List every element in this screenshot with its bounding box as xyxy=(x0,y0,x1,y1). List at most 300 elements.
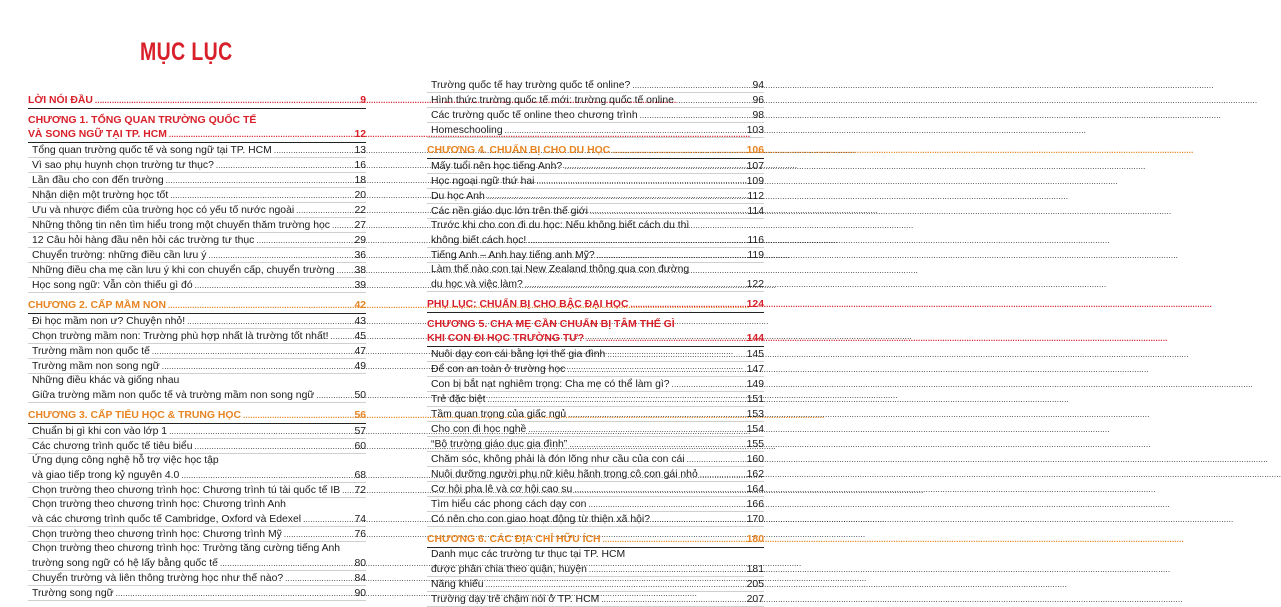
toc-row xyxy=(431,497,764,511)
toc-entry-title: KHI CON ĐI HỌC TRƯỜNG TƯ? xyxy=(427,333,585,344)
toc-entry-title: được phân chia theo quận, huyện xyxy=(431,564,587,575)
toc-entry-title: Có nên cho con giao hoạt động từ thiện xã hội? xyxy=(431,514,650,525)
toc-entry-title: trường song ngữ có hệ lấy bằng quốc tế xyxy=(32,558,218,569)
dot-leader xyxy=(487,396,744,404)
toc-page-number: 80 xyxy=(354,558,366,569)
toc-entry-title: Học song ngữ: Vẫn còn thiếu gì đó xyxy=(32,280,193,291)
toc-page-number: 114 xyxy=(747,206,764,217)
dot-leader xyxy=(632,82,750,90)
toc-row xyxy=(431,592,764,606)
toc-entry-title: Chọn trường mầm non: Trường phù hợp nhất là trường tốt nhất! xyxy=(32,331,329,342)
toc-page-number: 90 xyxy=(354,588,366,599)
toc-entry-title: Chọn trường theo chương trình học: Chương trình Mỹ xyxy=(32,529,282,540)
chapter-heading[interactable] xyxy=(28,407,366,423)
toc-entry-title: Các nền giáo dục lớn trên thế giới xyxy=(431,206,588,217)
dot-leader xyxy=(676,97,751,105)
dot-leader xyxy=(342,487,352,495)
chapter-heading-line: CHƯƠNG 5. CHA MẸ CẦN CHUẨN BỊ TÂM THẾ GÌ xyxy=(427,318,675,330)
toc-entry-title: Những điều cha mẹ cần lưu ý khi con chuyển cấp, chuyển trường xyxy=(32,265,335,276)
toc-entry[interactable] xyxy=(28,314,366,328)
dot-leader xyxy=(284,531,353,539)
toc-row xyxy=(431,437,764,451)
dot-leader xyxy=(528,237,745,245)
toc-entry-title: Trường dạy trẻ chậm nói ở TP. HCM xyxy=(431,594,600,605)
toc-page-number: 56 xyxy=(354,410,366,421)
toc-entry-line: Trước khi cho con đi du học: Nếu không biết cách du thì xyxy=(431,220,690,231)
toc-row xyxy=(431,422,764,436)
dot-leader xyxy=(652,516,745,524)
toc-entry[interactable] xyxy=(427,392,764,406)
toc-row xyxy=(431,189,764,203)
dot-leader xyxy=(274,147,353,155)
toc-entry[interactable] xyxy=(28,329,366,343)
toc-page-number: 47 xyxy=(354,346,366,357)
toc-entry[interactable] xyxy=(28,158,366,172)
toc-page-number: 162 xyxy=(746,469,764,480)
dot-leader xyxy=(195,282,353,290)
toc-page-number: 36 xyxy=(354,250,366,261)
toc-entry-title: Chuẩn bị gì khi con vào lớp 1 xyxy=(32,426,168,437)
toc-entry-title: CHƯƠNG 6. CÁC ĐỊA CHỈ HỮU ÍCH xyxy=(427,534,601,545)
toc-page-number: 164 xyxy=(746,484,764,495)
toc-entry[interactable] xyxy=(427,174,764,188)
toc-entry-title: CHƯƠNG 3. CẤP TIỂU HỌC & TRUNG HỌC xyxy=(28,410,241,421)
toc-entry-title: Mấy tuổi nên học tiếng Anh? xyxy=(431,161,563,172)
toc-entry-title: Chăm sóc, không phải là đón lõng như cầu của con cái xyxy=(431,454,685,465)
toc-row xyxy=(431,174,764,188)
toc-page-number: 29 xyxy=(354,235,366,246)
toc-row xyxy=(28,127,366,141)
dot-leader xyxy=(216,162,353,170)
toc-entry[interactable] xyxy=(28,571,366,585)
toc-entry[interactable] xyxy=(28,586,366,600)
dot-leader xyxy=(486,581,745,589)
toc-entry-title: Tiếng Anh – Anh hay tiếng anh Mỹ? xyxy=(431,250,595,261)
toc-row xyxy=(28,93,366,107)
toc-entry[interactable] xyxy=(427,93,764,107)
toc-entry[interactable] xyxy=(427,159,764,173)
toc-entry[interactable] xyxy=(427,362,764,376)
dot-leader xyxy=(168,302,352,310)
chapter-heading[interactable] xyxy=(28,92,366,108)
toc-entry-title: Nhận diện một trường học tốt xyxy=(32,190,169,201)
chapter-heading-line: CHƯƠNG 1. TỔNG QUAN TRƯỜNG QUỐC TẾ xyxy=(28,114,257,126)
toc-page-number: 76 xyxy=(354,529,366,540)
toc-page-number: 166 xyxy=(746,499,764,510)
toc-entry[interactable] xyxy=(28,483,366,497)
toc-row xyxy=(431,277,764,291)
toc-page-number: 16 xyxy=(354,160,366,171)
toc-row xyxy=(32,203,366,217)
dot-leader xyxy=(195,443,353,451)
toc-entry[interactable] xyxy=(427,482,764,496)
dot-leader xyxy=(166,177,353,185)
toc-entry-title: Nuôi dạy con cái bằng lợi thế gia đình xyxy=(431,349,606,360)
toc-entry-title: Chọn trường theo chương trình học: Chương trình tú tài quốc tế IB xyxy=(32,485,341,496)
toc-page-number: 84 xyxy=(354,573,366,584)
toc-entry[interactable] xyxy=(427,189,764,203)
toc-page-number: 22 xyxy=(354,205,366,216)
toc-row xyxy=(431,392,764,406)
toc-entry[interactable] xyxy=(28,556,366,570)
toc-page-number: 170 xyxy=(746,514,764,525)
toc-entry-title: Du học Anh xyxy=(431,191,485,202)
dot-leader xyxy=(95,97,358,105)
chapter-heading[interactable] xyxy=(427,142,764,158)
toc-row xyxy=(431,204,764,218)
toc-row xyxy=(32,248,366,262)
toc-entry[interactable] xyxy=(28,248,366,262)
toc-row xyxy=(431,452,764,466)
divider xyxy=(427,526,764,527)
divider xyxy=(427,291,764,292)
toc-row xyxy=(431,377,764,391)
toc-page-number: 155 xyxy=(746,439,764,450)
dot-leader xyxy=(588,501,744,509)
toc-entry[interactable] xyxy=(427,108,764,122)
toc-row xyxy=(427,143,764,157)
toc-page-number: 207 xyxy=(746,594,764,605)
toc-entry-title: Lần đầu cho con đến trường xyxy=(32,175,164,186)
toc-page-number: 119 xyxy=(747,250,764,261)
toc-row xyxy=(32,173,366,187)
toc-page-number: 144 xyxy=(746,333,764,344)
toc-entry-title: Tìm hiểu các phong cách dạy con xyxy=(431,499,587,510)
toc-row xyxy=(431,108,764,122)
toc-entry-title: Con bị bắt nạt nghiêm trọng: Cha mẹ có thể làm gì? xyxy=(431,379,670,390)
toc-row xyxy=(431,512,764,526)
toc-entry-title: Năng khiếu xyxy=(431,579,484,590)
toc-row xyxy=(32,158,366,172)
toc-entry-title: Trường song ngữ xyxy=(32,588,114,599)
toc-page-number: 149 xyxy=(746,379,764,390)
toc-entry[interactable] xyxy=(427,78,764,92)
toc-page-number: 12 xyxy=(354,129,366,140)
chapter-heading[interactable] xyxy=(28,297,366,313)
toc-entry[interactable] xyxy=(427,467,764,481)
toc-page-number: 106 xyxy=(746,145,764,156)
toc-entry[interactable] xyxy=(28,203,366,217)
toc-row xyxy=(32,263,366,277)
dot-leader xyxy=(528,426,744,434)
toc-row xyxy=(431,233,764,247)
toc-entry-title: 12 Câu hỏi hàng đầu nên hỏi các trường tư thục xyxy=(32,235,255,246)
toc-page-number: 20 xyxy=(354,190,366,201)
toc-entry[interactable] xyxy=(28,233,366,247)
toc-entry-title: Cho con đi học nghề xyxy=(431,424,527,435)
dot-leader xyxy=(601,596,744,604)
dot-leader xyxy=(243,412,352,420)
toc-page-number: 112 xyxy=(747,191,764,202)
toc-row xyxy=(431,123,764,137)
toc-entry[interactable] xyxy=(28,424,366,438)
toc-entry-title: Trường mầm non song ngữ xyxy=(32,361,160,372)
toc-row xyxy=(32,439,366,453)
toc-entry[interactable] xyxy=(28,173,366,187)
dot-leader xyxy=(152,348,353,356)
toc-page-number: 39 xyxy=(354,280,366,291)
toc-entry-title: Tổng quan trường quốc tế và song ngữ tại TP. HCM xyxy=(32,145,272,156)
toc-row xyxy=(28,298,366,312)
dot-leader xyxy=(116,590,353,598)
toc-entry-title: Các chương trình quốc tế tiêu biểu xyxy=(32,441,193,452)
toc-row xyxy=(427,532,764,546)
dot-leader xyxy=(303,516,352,524)
toc-row xyxy=(431,159,764,173)
toc-page-number: 205 xyxy=(746,579,764,590)
dot-leader xyxy=(337,267,353,275)
toc-page-number: 57 xyxy=(354,426,366,437)
dot-leader xyxy=(700,471,745,479)
toc-row xyxy=(32,233,366,247)
toc-page-number: 68 xyxy=(354,470,366,481)
toc-entry[interactable] xyxy=(28,468,366,482)
dot-leader xyxy=(612,147,744,155)
toc-row xyxy=(431,362,764,376)
dot-leader xyxy=(220,560,352,568)
toc-entry-title: CHƯƠNG 2. CẤP MẦM NON xyxy=(28,300,166,311)
toc-row xyxy=(32,586,366,600)
dot-leader xyxy=(331,333,353,341)
toc-row xyxy=(427,331,764,345)
dot-leader xyxy=(208,252,352,260)
toc-entry[interactable] xyxy=(427,592,764,606)
toc-row xyxy=(431,248,764,262)
toc-page-number: 27 xyxy=(354,220,366,231)
dot-leader xyxy=(181,472,352,480)
toc-entry-title: Homeschooling xyxy=(431,125,503,136)
toc-page-number: 13 xyxy=(354,145,366,156)
chapter-heading[interactable] xyxy=(28,113,366,142)
toc-entry-title: Nuôi dưỡng người phụ nữ kiêu hãnh trong cô con gái nhỏ xyxy=(431,469,698,480)
toc-row xyxy=(32,527,366,541)
toc-row xyxy=(28,408,366,422)
toc-entry[interactable] xyxy=(427,562,764,576)
toc-entry-line: Chọn trường theo chương trình học: Chương trình Anh xyxy=(32,499,286,510)
dot-leader xyxy=(640,112,751,120)
toc-row xyxy=(431,577,764,591)
chapter-heading[interactable] xyxy=(427,317,764,346)
divider xyxy=(28,292,366,293)
toc-entry[interactable] xyxy=(28,359,366,373)
toc-row xyxy=(427,297,764,311)
toc-entry-title: Ưu và nhược điểm của trường học có yếu tố nước ngoài xyxy=(32,205,295,216)
toc-entry-title: Tầm quan trọng của giấc ngủ xyxy=(431,409,567,420)
toc-row xyxy=(431,93,764,107)
toc-entry-title: không biết cách học! xyxy=(431,235,527,246)
dot-leader xyxy=(564,163,745,171)
toc-entry-title: du học và việc làm? xyxy=(431,279,523,290)
toc-entry-title: Vì sao phụ huynh chọn trường tư thục? xyxy=(32,160,214,171)
toc-entry[interactable] xyxy=(427,204,764,218)
dot-leader xyxy=(505,127,745,135)
toc-entry[interactable] xyxy=(427,422,764,436)
chapter-heading[interactable] xyxy=(427,531,764,547)
toc-entry[interactable] xyxy=(28,512,366,526)
toc-row xyxy=(32,424,366,438)
toc-row xyxy=(431,407,764,421)
dot-leader xyxy=(169,131,353,139)
toc-entry-line: Những điều khác và giống nhau xyxy=(32,375,180,386)
toc-page-number: 116 xyxy=(747,235,764,246)
toc-entry-title: Chuyển trường và liên thông trường học như thế nào? xyxy=(32,573,284,584)
toc-page-number: 180 xyxy=(746,534,764,545)
toc-entry-line: Ứng dụng công nghệ hỗ trợ việc học tập xyxy=(32,455,219,466)
toc-entry-title: Các trường quốc tế online theo chương trình xyxy=(431,110,638,121)
toc-page-number: 60 xyxy=(354,441,366,452)
toc-entry[interactable] xyxy=(427,452,764,466)
toc-row xyxy=(32,556,366,570)
toc-page-number: 42 xyxy=(354,300,366,311)
toc-entry[interactable] xyxy=(427,123,764,137)
toc-entry-title: Hình thức trường quốc tế mới: trường quốc tế online xyxy=(431,95,674,106)
dot-leader xyxy=(525,281,745,289)
toc-page-number: 153 xyxy=(746,409,764,420)
dot-leader xyxy=(586,335,745,343)
toc-page-number: 94 xyxy=(752,80,764,91)
toc-entry-title: Chuyển trường: những điều cần lưu ý xyxy=(32,250,207,261)
toc-entry[interactable] xyxy=(28,143,366,157)
toc-page-number: 151 xyxy=(746,394,764,405)
toc-entry[interactable] xyxy=(427,512,764,526)
toc-page-number: 103 xyxy=(746,125,764,136)
toc-entry-title: Những thông tin nên tìm hiểu trong một chuyến thăm trường học xyxy=(32,220,330,231)
dot-leader xyxy=(170,192,352,200)
toc-entry[interactable] xyxy=(427,233,764,247)
toc-entry-title: LỜI NÓI ĐẦU xyxy=(28,95,93,106)
dot-leader xyxy=(568,411,744,419)
dot-leader xyxy=(187,318,352,326)
dot-leader xyxy=(332,222,352,230)
toc-row xyxy=(32,512,366,526)
toc-entry-title: VÀ SONG NGỮ TẠI TP. HCM xyxy=(28,129,167,140)
toc-entry-title: Trẻ đặc biệt xyxy=(431,394,486,405)
toc-row xyxy=(32,218,366,232)
toc-entry[interactable] xyxy=(427,577,764,591)
toc-entry[interactable] xyxy=(427,248,764,262)
toc-column-left xyxy=(28,78,366,601)
toc-row xyxy=(431,78,764,92)
toc-row xyxy=(431,562,764,576)
dot-leader xyxy=(574,486,744,494)
toc-page-number: 72 xyxy=(354,485,366,496)
toc-page-number: 96 xyxy=(752,95,764,106)
toc-page-number: 154 xyxy=(746,424,764,435)
toc-entry[interactable] xyxy=(28,527,366,541)
toc-row xyxy=(431,467,764,481)
toc-entry[interactable] xyxy=(427,497,764,511)
toc-entry[interactable] xyxy=(28,344,366,358)
toc-row xyxy=(32,344,366,358)
dot-leader xyxy=(256,237,352,245)
toc-entry-title: Đi học mầm non ư? Chuyện nhỏ! xyxy=(32,316,186,327)
toc-entry-title: Cơ hội pha lê và cơ hội cao su xyxy=(431,484,573,495)
toc-page-number: 160 xyxy=(746,454,764,465)
divider xyxy=(28,402,366,403)
dot-leader xyxy=(630,301,744,309)
toc-page-number: 98 xyxy=(752,110,764,121)
toc-page-number: 107 xyxy=(746,161,764,172)
toc-row xyxy=(32,468,366,482)
toc-row xyxy=(32,278,366,292)
dot-leader xyxy=(590,208,746,216)
toc-entry[interactable] xyxy=(427,277,764,291)
toc-row xyxy=(32,388,366,402)
toc-column-right xyxy=(427,78,764,607)
toc-page-number: 38 xyxy=(354,265,366,276)
dot-leader xyxy=(672,381,745,389)
toc-page-number: 109 xyxy=(746,176,764,187)
toc-entry[interactable] xyxy=(28,263,366,277)
toc-entry[interactable] xyxy=(427,347,764,361)
divider xyxy=(28,600,366,601)
toc-entry-line: Chọn trường theo chương trình học: Trường tăng cường tiếng Anh xyxy=(32,543,341,554)
toc-entry[interactable] xyxy=(28,188,366,202)
toc-row xyxy=(32,314,366,328)
dot-leader xyxy=(607,351,744,359)
toc-page-number: 45 xyxy=(354,331,366,342)
toc-row xyxy=(431,482,764,496)
toc-page-number: 122 xyxy=(746,279,764,290)
toc-entry[interactable] xyxy=(28,278,366,292)
dot-leader xyxy=(285,575,352,583)
toc-title: MỤC LỤC xyxy=(140,38,233,66)
dot-leader xyxy=(597,252,746,260)
toc-row xyxy=(32,359,366,373)
toc-entry[interactable] xyxy=(28,388,366,402)
dot-leader xyxy=(569,441,744,449)
dot-leader xyxy=(536,178,744,186)
toc-page-number: 74 xyxy=(354,514,366,525)
toc-entry[interactable] xyxy=(427,437,764,451)
toc-entry[interactable] xyxy=(427,407,764,421)
chapter-heading[interactable] xyxy=(427,296,764,312)
dot-leader xyxy=(687,456,745,464)
dot-leader xyxy=(567,366,744,374)
dot-leader xyxy=(487,193,746,201)
toc-page-number: 181 xyxy=(746,564,764,575)
toc-page-number: 9 xyxy=(360,95,366,106)
toc-page-number: 49 xyxy=(354,361,366,372)
toc-entry-title: Trường mầm non quốc tế xyxy=(32,346,150,357)
toc-entry-title: PHỤ LỤC: CHUẨN BỊ CHO BẬC ĐẠI HỌC xyxy=(427,299,629,310)
toc-entry-title: và các chương trình quốc tế Cambridge, Oxford và Edexel xyxy=(32,514,302,525)
dot-leader xyxy=(603,536,745,544)
toc-entry-title: CHƯƠNG 4. CHUẨN BỊ CHO DU HỌC xyxy=(427,145,611,156)
toc-entry[interactable] xyxy=(28,439,366,453)
toc-entry[interactable] xyxy=(28,218,366,232)
toc-page-number: 43 xyxy=(354,316,366,327)
toc-row xyxy=(32,571,366,585)
toc-entry-title: Học ngoại ngữ thứ hai xyxy=(431,176,535,187)
toc-row xyxy=(431,347,764,361)
toc-entry-line: Danh mục các trường tư thục tại TP. HCM xyxy=(431,549,626,560)
divider xyxy=(427,137,764,138)
toc-page-number: 124 xyxy=(746,299,764,310)
toc-entry-title: Để con an toàn ở trường học xyxy=(431,364,566,375)
toc-page-number: 145 xyxy=(746,349,764,360)
dot-leader xyxy=(169,428,352,436)
toc-page-number: 18 xyxy=(354,175,366,186)
dot-leader xyxy=(296,207,352,215)
toc-entry[interactable] xyxy=(427,377,764,391)
toc-entry-title: Giữa trường mầm non quốc tế và trường mầm non song ngữ xyxy=(32,390,315,401)
toc-row xyxy=(32,483,366,497)
toc-row xyxy=(32,329,366,343)
toc-entry-title: Trường quốc tế hay trường quốc tế online? xyxy=(431,80,631,91)
dot-leader xyxy=(589,566,745,574)
toc-row xyxy=(32,143,366,157)
